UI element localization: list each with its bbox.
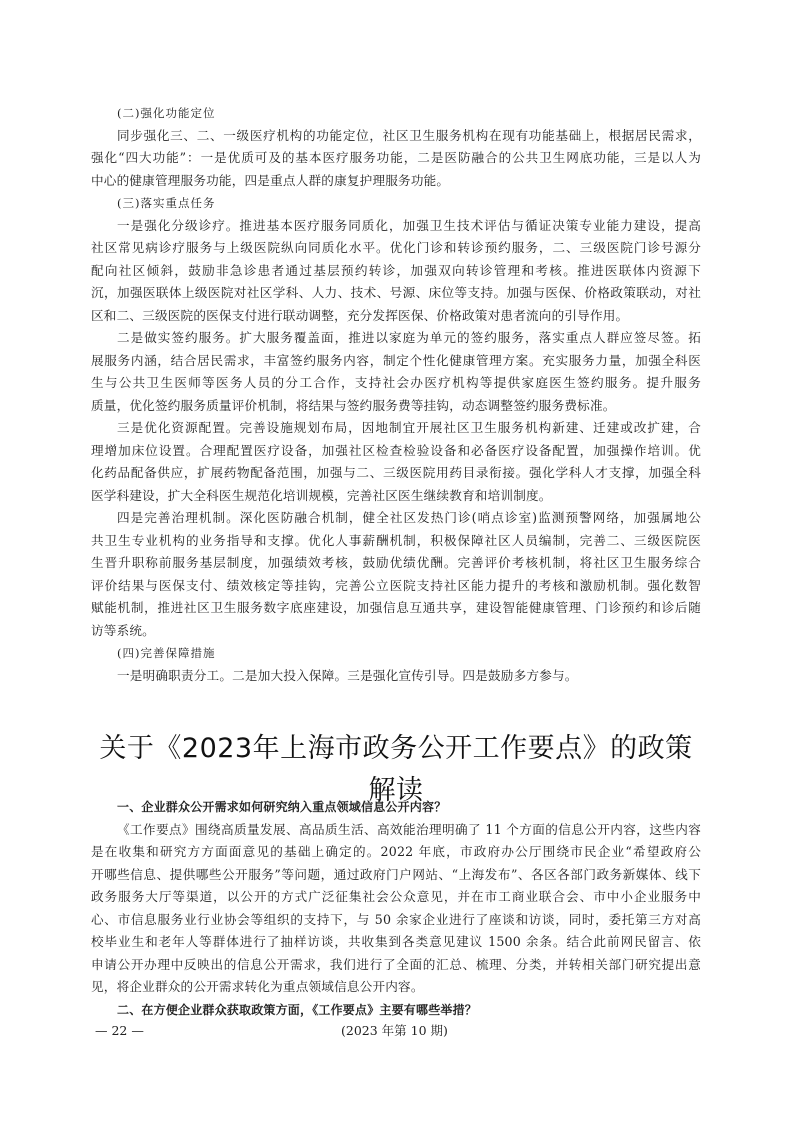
paragraph-line: 化药品配备供应，扩展药物配备范围，加强与二、三级医院用药目录衔接。强化学科人才支撑，加强全科 (91, 465, 701, 480)
paragraph-line: 同步强化三、二、一级医疗机构的功能定位，社区卫生服务机构在现有功能基础上，根据居民需求， (117, 127, 701, 143)
paragraph-line: 评价结果与医保支付、绩效核定等挂钩，完善公立医院支持社区能力提升的考核和激励机制。强化数智 (91, 577, 701, 593)
question-heading: 一、企业群众公开需求如何研究纳入重点领域信息公开内容？ (117, 800, 447, 814)
paragraph-line: 三是优化资源配置。完善设施规划布局，因地制宜开展社区卫生服务机构新建、迁建或改扩建，合 (117, 420, 701, 435)
paragraph-line: 见，将企业群众的公开需求转化为重点领域信息公开内容。 (91, 979, 424, 994)
paragraph-line: 申请公开办理中反映出的信息公开需求，我们进行了全面的汇总、梳理、分类，并转相关部门研究提出意 (91, 956, 701, 972)
paragraph-line: 一是强化分级诊疗。推进基本医疗服务同质化，加强卫生技术评估与循证决策专业能力建设，提高 (117, 217, 701, 233)
paragraph-line: 理增加床位设置。合理配置医疗设备，加强社区检查检验设备和必备医疗设备配置，加强操作培训。优 (91, 442, 701, 458)
issue-label: (2023 年第 10 期) (341, 1023, 448, 1038)
paragraph-line: 医学科建设，扩大全科医生规范化培训规模，完善社区医生继续教育和培训制度。 (91, 487, 552, 503)
paragraph-line: 开哪些信息、提供哪些公开服务”等问题，通过政府门户网站、“上海发布”、各区各部门政务新媒体、线下 (91, 866, 701, 882)
paragraph-line: 赋能机制，推进社区卫生服务数字底座建设，加强信息互通共享，建设智能健康管理、门诊预约和诊后随 (91, 600, 701, 615)
page-number: — 22 — (95, 1023, 144, 1038)
paragraph-line: 心、市信息服务业行业协会等组织的支持下，与 50 余家企业进行了座谈和访谈，同时，委托第三方对高 (91, 911, 701, 927)
paragraph-line: 共卫生专业机构的业务指导和支撑。优化人事薪酬机制，积极保障社区人员编制，完善二、三级医院医 (91, 532, 701, 548)
paragraph-line: 沉，加强医联体上级医院对社区学科、人力、技术、号源、床位等支持。加强与医保、价格政策联动，对社 (91, 285, 701, 300)
section-heading: (四)完善保障措施 (117, 646, 216, 660)
paragraph-line: 《工作要点》围绕高质量发展、高品质生活、高效能治理明确了 11 个方面的信息公开内容，这些内容 (117, 821, 701, 837)
article-title: 关于《2023年上海市政务公开工作要点》的政策解读 (99, 733, 693, 806)
section-heading: (二)强化功能定位 (117, 106, 216, 120)
question-heading: 二、在方便企业群众获取政策方面，《工作要点》主要有哪些举措？ (117, 1002, 478, 1017)
paragraph-line: 区和二、三级医院的医保支付进行联动调整，充分发挥医保、价格政策对患者流向的引导作用。 (91, 307, 629, 323)
paragraph-line: 展服务内涵，结合居民需求，丰富签约服务内容，制定个性化健康管理方案。充实服务力量，加强全科医 (91, 352, 701, 368)
paragraph-line: 强化“四大功能”：一是优质可及的基本医疗服务功能，二是医防融合的公共卫生网底功能，三是以人为 (91, 150, 701, 165)
paragraph-line: 校毕业生和老年人等群体进行了抽样访谈，共收集到各类意见建议 1500 余条。结合此前网民留言、依 (91, 934, 701, 949)
paragraph-line: 是在收集和研究方方面面意见的基础上确定的。2022 年底，市政府办公厅围绕市民企业“希望政府公 (91, 844, 701, 859)
page-footer (91, 1021, 701, 1041)
paragraph-line: 一是明确职责分工。二是加大投入保障。三是强化宣传引导。四是鼓励多方参与。 (117, 667, 578, 683)
paragraph-line: 访等系统。 (91, 622, 155, 638)
policy-section-top (91, 102, 701, 687)
paragraph-line: 四是完善治理机制。深化医防融合机制，健全社区发热门诊(哨点诊室)监测预警网络，加强属地公 (117, 510, 701, 525)
paragraph-line: 中心的健康管理服务功能，四是重点人群的康复护理服务功能。 (91, 172, 450, 188)
paragraph-line: 质量，优化签约服务质量评价机制，将结果与签约服务费等挂钩，动态调整签约服务费标准。 (91, 397, 616, 413)
paragraph-line: 配向社区倾斜，鼓励非急诊患者通过基层预约转诊，加强双向转诊管理和考核。推进医联体内资源下 (91, 262, 701, 278)
paragraph-line: 政务服务大厅等渠道，以公开的方式广泛征集社会公众意见，并在市工商业联合会、市中小企业服务中 (91, 889, 701, 904)
paragraph-line: 生晋升职称前服务基层制度，加强绩效考核，鼓励优绩优酬。完善评价考核机制，将社区卫生服务综合 (91, 555, 701, 570)
paragraph-line: 社区常见病诊疗服务与上级医院纵向同质化水平。优化门诊和转诊预约服务，二、三级医院门诊号源分 (91, 240, 701, 255)
article-body (91, 796, 701, 1021)
paragraph-line: 二是做实签约服务。扩大服务覆盖面，推进以家庭为单元的签约服务，落实重点人群应签尽签。拓 (117, 330, 701, 345)
paragraph-line: 生与公共卫生医师等医务人员的分工合作，支持社会办医疗机构等提供家庭医生签约服务。提升服务 (91, 375, 701, 390)
section-heading: (三)落实重点任务 (117, 196, 216, 210)
